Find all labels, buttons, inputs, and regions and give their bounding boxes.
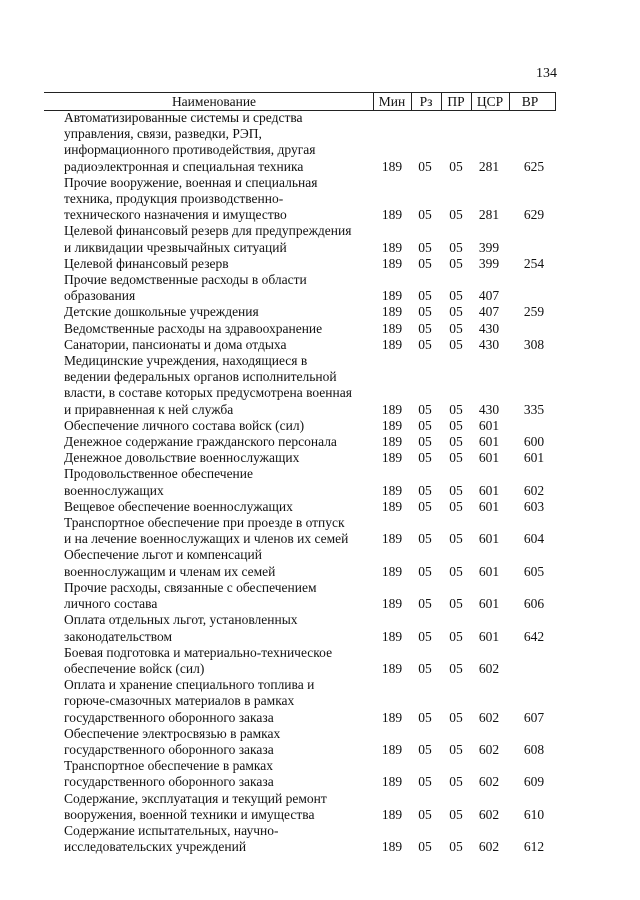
- table-row: [64, 321, 564, 337]
- code-rz: 05: [418, 628, 432, 644]
- row-name-line: и приравненная к ней служба: [64, 401, 234, 417]
- row-name-line: техника, продукция производственно-: [64, 191, 284, 207]
- code-vr: 605: [523, 563, 545, 579]
- row-name-line: технического назначения и имущество: [64, 207, 287, 223]
- code-pr: 05: [449, 498, 463, 514]
- code-min: 189: [381, 596, 403, 612]
- row-name-line: государственного оборонного заказа: [64, 741, 274, 757]
- code-min: 189: [381, 563, 403, 579]
- row-name: [64, 353, 364, 418]
- table-row: [64, 466, 564, 498]
- code-csr: 430: [478, 401, 500, 417]
- code-min: 189: [381, 304, 403, 320]
- row-name: [64, 758, 364, 790]
- code-csr: 399: [478, 255, 500, 271]
- code-vr: 603: [523, 498, 545, 514]
- row-name: [64, 823, 364, 855]
- row-name-line: Целевой финансовый резерв для предупреждения: [64, 223, 352, 239]
- header-rz: Рз: [419, 94, 433, 109]
- row-name-line: государственного оборонного заказа: [64, 709, 274, 725]
- row-name-line: информационного противодействия, другая: [64, 142, 316, 158]
- code-min: 189: [381, 255, 403, 271]
- code-rz: 05: [418, 806, 432, 822]
- code-vr: 259: [523, 304, 545, 320]
- code-csr: 602: [478, 741, 500, 757]
- code-csr: 601: [478, 417, 500, 433]
- code-min: 189: [381, 628, 403, 644]
- code-pr: 05: [449, 531, 463, 547]
- row-name-line: военнослужащим и членам их семей: [64, 563, 276, 579]
- row-name-line: образования: [64, 288, 136, 304]
- row-name-line: Обеспечение льгот и компенсаций: [64, 547, 262, 563]
- table-row: [64, 272, 564, 304]
- row-name-line: и на лечение военнослужащих и членов их семей: [64, 531, 349, 547]
- code-pr: 05: [449, 741, 463, 757]
- row-name: [64, 175, 364, 224]
- code-vr: 625: [523, 158, 545, 174]
- code-pr: 05: [449, 596, 463, 612]
- code-min: 189: [381, 531, 403, 547]
- code-rz: 05: [418, 158, 432, 174]
- row-name-line: Детские дошкольные учреждения: [64, 304, 259, 320]
- code-rz: 05: [418, 207, 432, 223]
- code-rz: 05: [418, 660, 432, 676]
- row-name: [64, 645, 364, 677]
- header-min: Мин: [378, 94, 406, 109]
- code-csr: 281: [478, 207, 500, 223]
- code-csr: 407: [478, 288, 500, 304]
- row-name: [64, 466, 364, 498]
- code-rz: 05: [418, 596, 432, 612]
- code-vr: 606: [523, 596, 545, 612]
- row-name-line: Автоматизированные системы и средства: [64, 110, 303, 125]
- code-min: 189: [381, 336, 403, 352]
- code-pr: 05: [449, 401, 463, 417]
- table-row: [64, 450, 564, 466]
- row-name-line: военнослужащих: [64, 482, 164, 498]
- row-name-line: Обеспечение электросвязью в рамках: [64, 725, 281, 741]
- row-name: [64, 223, 364, 255]
- code-pr: 05: [449, 482, 463, 498]
- code-vr: 600: [523, 434, 545, 450]
- row-name: [64, 272, 364, 304]
- row-name: [64, 515, 364, 547]
- table-header: [44, 92, 556, 111]
- code-rz: 05: [418, 450, 432, 466]
- table-row: [64, 110, 564, 175]
- row-name: [64, 791, 364, 823]
- row-name: [64, 612, 364, 644]
- table-row: [64, 758, 564, 790]
- table-row: [64, 418, 564, 434]
- table-row: [64, 677, 564, 726]
- row-name-line: и ликвидации чрезвычайных ситуаций: [64, 239, 287, 255]
- code-min: 189: [381, 709, 403, 725]
- table-row: [64, 515, 564, 547]
- header-separator: [555, 93, 556, 110]
- code-pr: 05: [449, 450, 463, 466]
- header-pr: ПР: [447, 94, 465, 109]
- row-name-line: обеспечение войск (сил): [64, 660, 205, 676]
- code-vr: 607: [523, 709, 545, 725]
- code-pr: 05: [449, 628, 463, 644]
- code-rz: 05: [418, 709, 432, 725]
- row-name-line: Боевая подготовка и материально-техническое: [64, 644, 333, 660]
- code-csr: 602: [478, 839, 500, 855]
- row-name-line: Целевой финансовый резерв: [64, 255, 229, 271]
- row-name-line: Медицинские учреждения, находящиеся в: [64, 353, 308, 369]
- table-row: [64, 175, 564, 224]
- code-rz: 05: [418, 839, 432, 855]
- row-name-line: Ведомственные расходы на здравоохранение: [64, 320, 323, 336]
- header-vr: ВР: [521, 94, 539, 109]
- table-row: [64, 256, 564, 272]
- row-name: [64, 547, 364, 579]
- code-pr: 05: [449, 839, 463, 855]
- row-name-line: горюче-смазочных материалов в рамках: [64, 693, 295, 709]
- code-rz: 05: [418, 774, 432, 790]
- row-name: [64, 256, 364, 272]
- code-pr: 05: [449, 255, 463, 271]
- table-row: [64, 580, 564, 612]
- table-row: [64, 223, 564, 255]
- code-min: 189: [381, 839, 403, 855]
- row-name-line: Денежное довольствие военнослужащих: [64, 450, 300, 466]
- row-name-line: государственного оборонного заказа: [64, 774, 274, 790]
- code-rz: 05: [418, 255, 432, 271]
- code-min: 189: [381, 806, 403, 822]
- code-csr: 601: [478, 563, 500, 579]
- table-row: [64, 547, 564, 579]
- code-min: 189: [381, 434, 403, 450]
- code-pr: 05: [449, 336, 463, 352]
- row-name: [64, 434, 364, 450]
- code-rz: 05: [418, 531, 432, 547]
- row-name-line: вооружения, военной техники и имущества: [64, 806, 315, 822]
- row-name-line: Прочие ведомственные расходы в области: [64, 272, 307, 288]
- code-csr: 601: [478, 498, 500, 514]
- code-csr: 430: [478, 336, 500, 352]
- code-rz: 05: [418, 482, 432, 498]
- row-name: [64, 321, 364, 337]
- code-min: 189: [381, 288, 403, 304]
- code-min: 189: [381, 741, 403, 757]
- code-min: 189: [381, 498, 403, 514]
- row-name-line: Транспортное обеспечение в рамках: [64, 758, 274, 774]
- code-vr: 608: [523, 741, 545, 757]
- row-name: [64, 304, 364, 320]
- code-min: 189: [381, 660, 403, 676]
- row-name-line: Содержание испытательных, научно-: [64, 822, 279, 838]
- code-csr: 601: [478, 628, 500, 644]
- code-pr: 05: [449, 434, 463, 450]
- code-csr: 601: [478, 450, 500, 466]
- table-row: [64, 304, 564, 320]
- code-pr: 05: [449, 158, 463, 174]
- row-name-line: Оплата отдельных льгот, установленных: [64, 612, 298, 628]
- code-pr: 05: [449, 806, 463, 822]
- code-csr: 399: [478, 239, 500, 255]
- code-min: 189: [381, 482, 403, 498]
- code-vr: 609: [523, 774, 545, 790]
- row-name-line: исследовательских учреждений: [64, 839, 247, 855]
- code-rz: 05: [418, 304, 432, 320]
- table-row: [64, 823, 564, 855]
- code-csr: 430: [478, 320, 500, 336]
- code-rz: 05: [418, 563, 432, 579]
- row-name-line: Продовольственное обеспечение: [64, 466, 253, 482]
- code-rz: 05: [418, 417, 432, 433]
- row-name-line: Денежное содержание гражданского персонала: [64, 434, 337, 450]
- code-vr: 642: [523, 628, 545, 644]
- code-csr: 601: [478, 596, 500, 612]
- row-name-line: Прочие вооружение, военная и специальная: [64, 174, 318, 190]
- code-rz: 05: [418, 401, 432, 417]
- code-pr: 05: [449, 304, 463, 320]
- code-min: 189: [381, 158, 403, 174]
- code-vr: 602: [523, 482, 545, 498]
- code-csr: 602: [478, 774, 500, 790]
- code-rz: 05: [418, 741, 432, 757]
- code-rz: 05: [418, 336, 432, 352]
- table-row: [64, 612, 564, 644]
- table-row: [64, 337, 564, 353]
- table-row: [64, 353, 564, 418]
- code-vr: 610: [523, 806, 545, 822]
- row-name-line: личного состава: [64, 596, 158, 612]
- code-csr: 602: [478, 806, 500, 822]
- code-csr: 407: [478, 304, 500, 320]
- code-pr: 05: [449, 660, 463, 676]
- row-name-line: радиоэлектронная и специальная техника: [64, 158, 304, 174]
- row-name-line: ведении федеральных органов исполнительной: [64, 369, 337, 385]
- row-name: [64, 726, 364, 758]
- code-min: 189: [381, 320, 403, 336]
- code-min: 189: [381, 417, 403, 433]
- table-row: [64, 645, 564, 677]
- code-min: 189: [381, 239, 403, 255]
- row-name-line: Содержание, эксплуатация и текущий ремонт: [64, 790, 327, 806]
- table-row: [64, 726, 564, 758]
- code-rz: 05: [418, 320, 432, 336]
- code-csr: 601: [478, 482, 500, 498]
- table-row: [64, 791, 564, 823]
- row-name-line: Обеспечение личного состава войск (сил): [64, 417, 305, 433]
- code-csr: 601: [478, 434, 500, 450]
- row-name-line: Вещевое обеспечение военнослужащих: [64, 498, 293, 514]
- table-row: [64, 499, 564, 515]
- row-name: [64, 677, 364, 726]
- code-csr: 281: [478, 158, 500, 174]
- row-name: [64, 580, 364, 612]
- row-name: [64, 450, 364, 466]
- code-vr: 335: [523, 401, 545, 417]
- row-name-line: Оплата и хранение специального топлива и: [64, 677, 315, 693]
- code-csr: 601: [478, 531, 500, 547]
- code-min: 189: [381, 774, 403, 790]
- row-name-line: Санатории, пансионаты и дома отдыха: [64, 336, 287, 352]
- code-pr: 05: [449, 320, 463, 336]
- code-csr: 602: [478, 709, 500, 725]
- row-name-line: законодательством: [64, 628, 173, 644]
- header-csr: ЦСР: [476, 94, 504, 109]
- code-pr: 05: [449, 563, 463, 579]
- row-name-line: власти, в составе которых предусмотрена военная: [64, 385, 352, 401]
- code-vr: 612: [523, 839, 545, 855]
- code-min: 189: [381, 207, 403, 223]
- row-name: [64, 418, 364, 434]
- code-pr: 05: [449, 417, 463, 433]
- code-pr: 05: [449, 774, 463, 790]
- code-rz: 05: [418, 498, 432, 514]
- code-rz: 05: [418, 434, 432, 450]
- code-pr: 05: [449, 239, 463, 255]
- code-pr: 05: [449, 207, 463, 223]
- row-name-line: Транспортное обеспечение при проезде в отпуск: [64, 515, 345, 531]
- table-row: [64, 434, 564, 450]
- code-min: 189: [381, 450, 403, 466]
- code-pr: 05: [449, 288, 463, 304]
- code-min: 189: [381, 401, 403, 417]
- row-name: [64, 337, 364, 353]
- row-name: [64, 110, 364, 175]
- code-vr: 254: [523, 255, 545, 271]
- page-number: 134: [536, 66, 557, 81]
- row-name: [64, 499, 364, 515]
- code-pr: 05: [449, 709, 463, 725]
- code-vr: 629: [523, 207, 545, 223]
- row-name-line: Прочие расходы, связанные с обеспечением: [64, 579, 317, 595]
- row-name-line: управления, связи, разведки, РЭП,: [64, 126, 262, 142]
- budget-table-body: [64, 110, 564, 855]
- code-vr: 601: [523, 450, 545, 466]
- code-rz: 05: [418, 239, 432, 255]
- code-vr: 604: [523, 531, 545, 547]
- header-name: Наименование: [171, 94, 257, 109]
- code-csr: 602: [478, 660, 500, 676]
- code-rz: 05: [418, 288, 432, 304]
- code-vr: 308: [523, 336, 545, 352]
